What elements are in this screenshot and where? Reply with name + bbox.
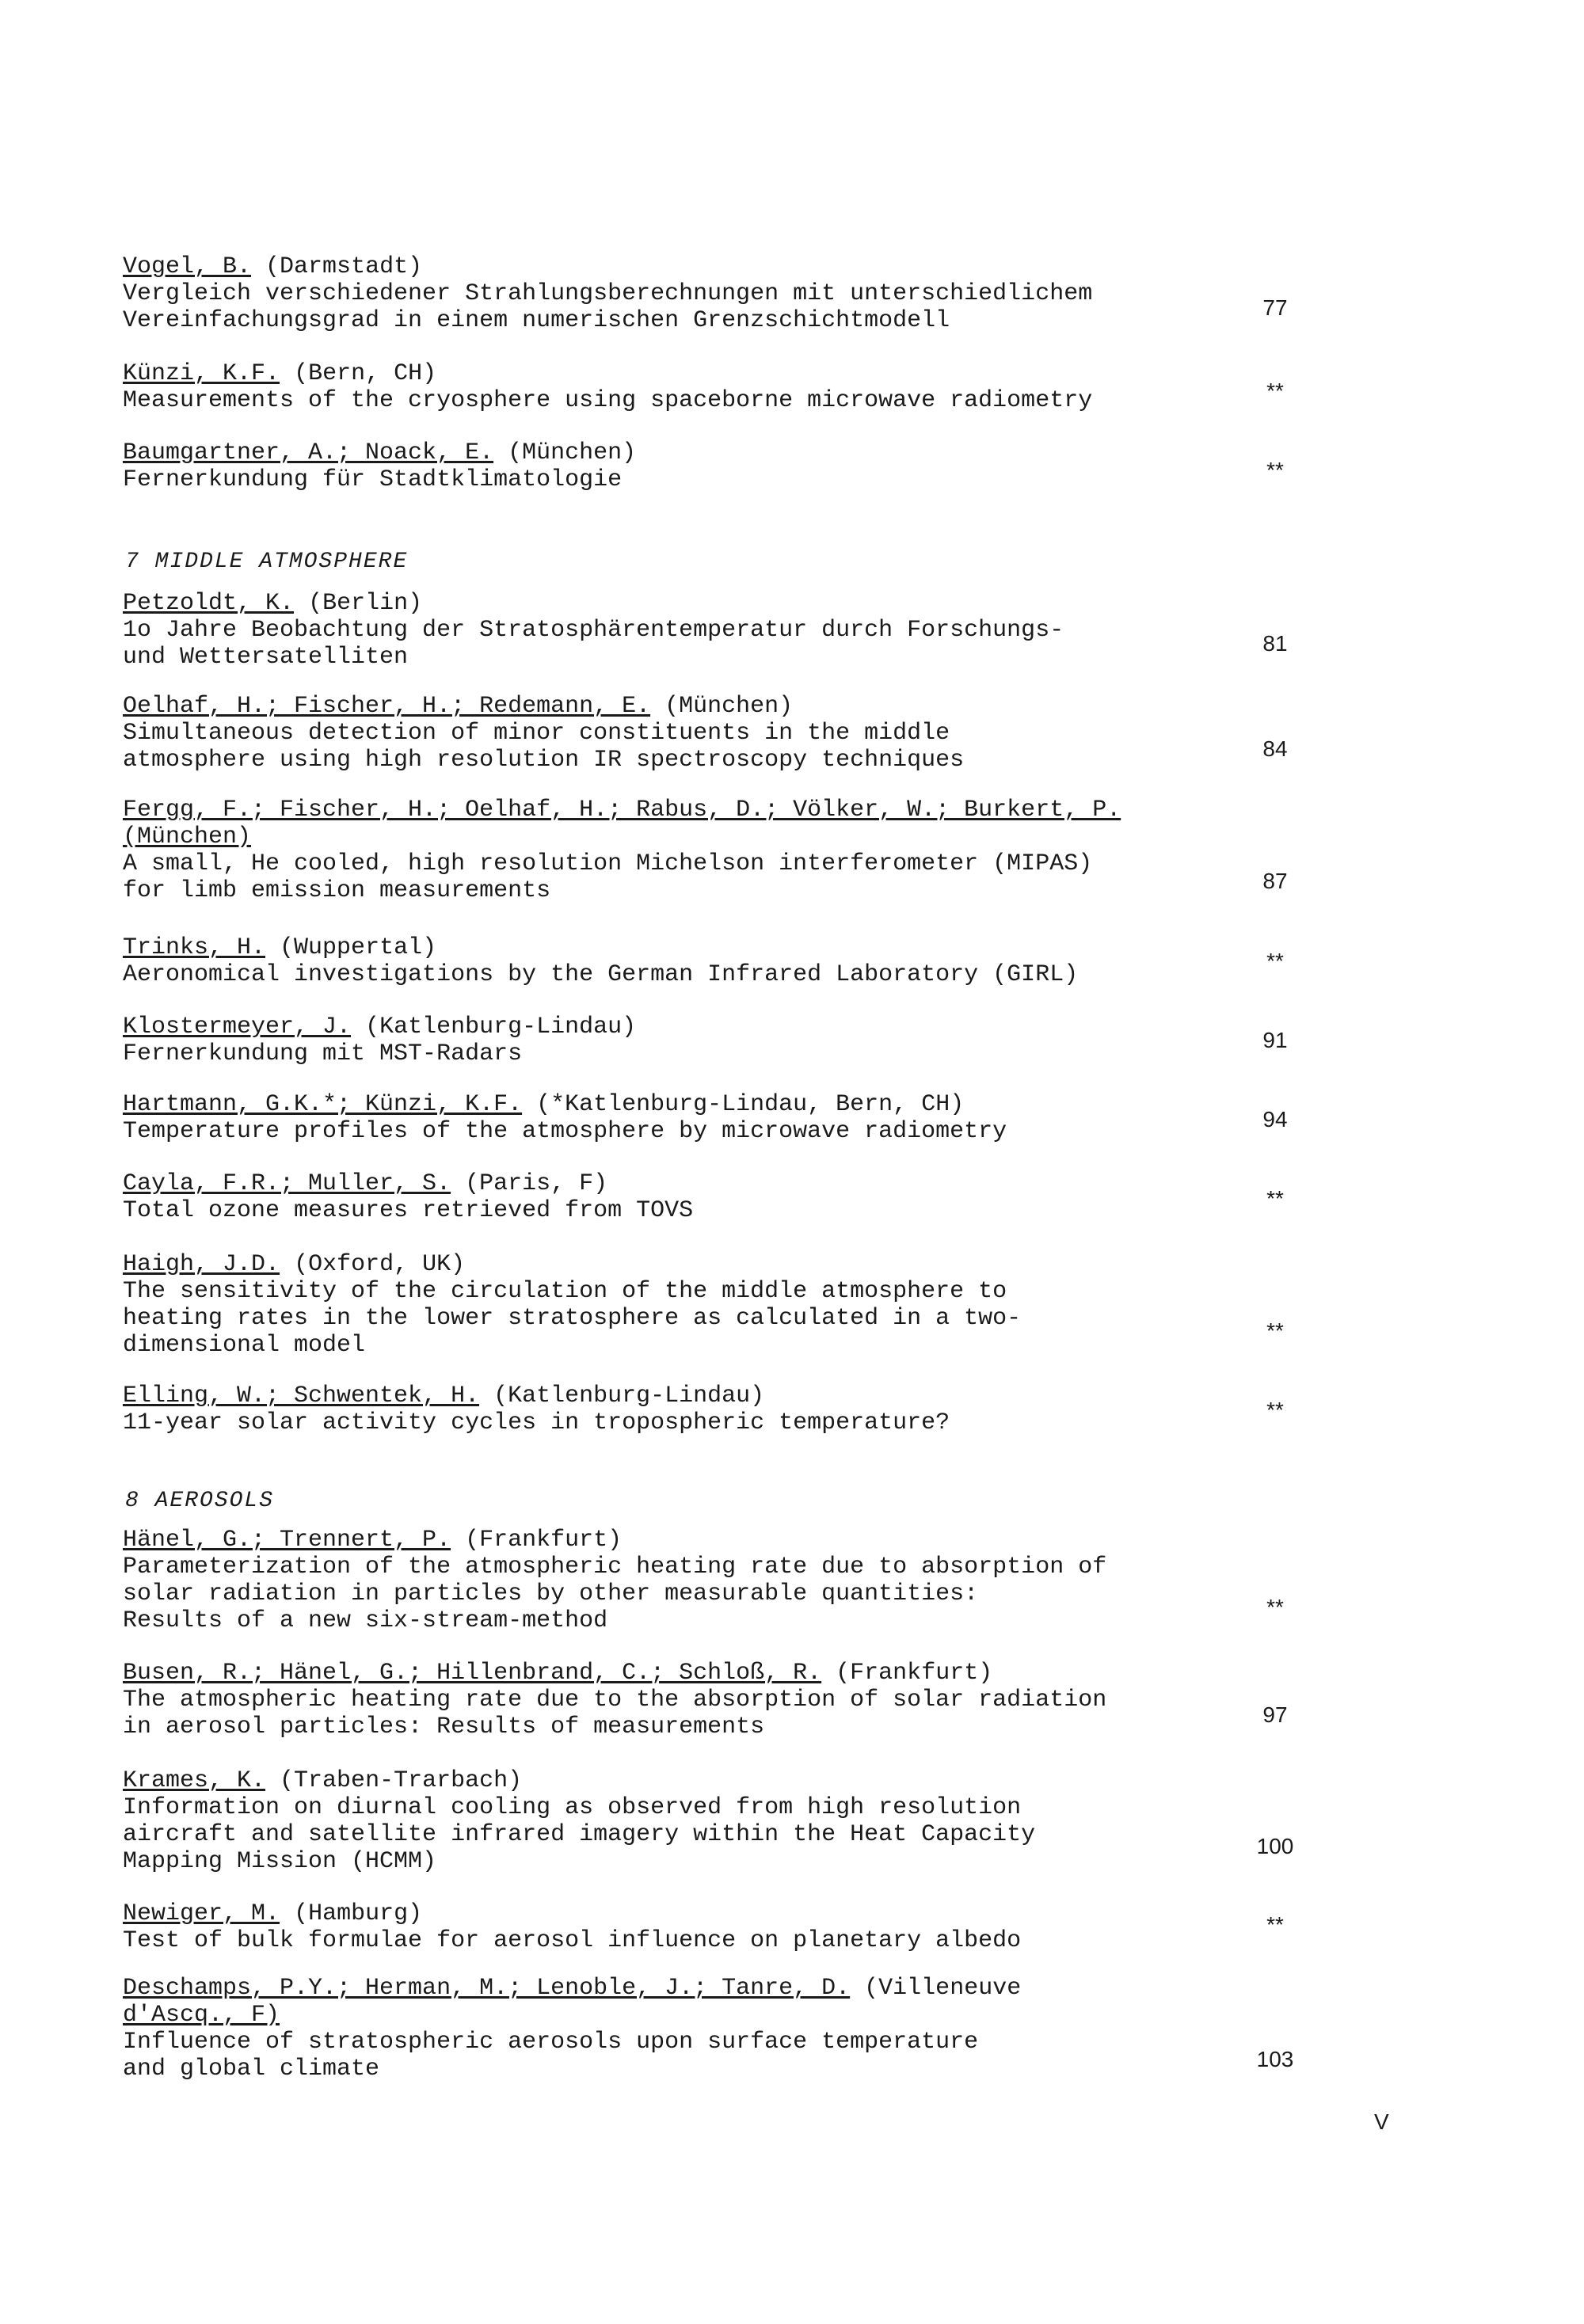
toc-entry xyxy=(123,360,1255,414)
entry-title-line: Vereinfachungsgrad in einem numerischen Grenzschichtmodell xyxy=(123,307,950,334)
entry-page-number: 103 xyxy=(1256,2047,1294,2071)
entry-place-continued: d'Ascq., F) xyxy=(123,2002,280,2029)
entry-page-number: 84 xyxy=(1262,736,1288,761)
entry-place: (Hamburg) xyxy=(294,1900,423,1927)
entry-page-number: ** xyxy=(1266,1186,1284,1211)
entry-title-line: dimensional model xyxy=(123,1332,366,1359)
entry-place: (Wuppertal) xyxy=(280,934,437,961)
entry-authors: Hänel, G.; Trennert, P. xyxy=(123,1527,451,1554)
entry-place: (*Katlenburg-Lindau, Bern, CH) xyxy=(536,1091,965,1118)
entry-authors: Deschamps, P.Y.; Herman, M.; Lenoble, J.; Tanre, D. xyxy=(123,1975,851,2002)
entry-place: (Oxford, UK) xyxy=(294,1251,466,1278)
entry-page-number: ** xyxy=(1266,378,1284,403)
entry-place: (Darmstadt) xyxy=(265,253,423,280)
entry-page-number: 100 xyxy=(1256,1834,1294,1858)
page-number: V xyxy=(1374,2109,1389,2134)
entry-place: (München) xyxy=(508,439,637,466)
entry-title-line: Information on diurnal cooling as observed from high resolution xyxy=(123,1794,1022,1821)
entry-page-number: 97 xyxy=(1262,1702,1288,1727)
entry-page-number: ** xyxy=(1266,949,1284,973)
entry-authors: Fergg, F.; Fischer, H.; Oelhaf, H.; Rabus, D.; Völker, W.; Burkert, P. xyxy=(123,797,1121,823)
entry-title-line: Parameterization of the atmospheric heating rate due to absorption of xyxy=(123,1554,1107,1580)
entry-authors: Vogel, B. xyxy=(123,253,252,280)
toc-entry xyxy=(123,1251,1255,1359)
entry-page-number: ** xyxy=(1266,1318,1284,1343)
entry-title-line: Test of bulk formulae for aerosol influence on planetary albedo xyxy=(123,1927,1022,1954)
entry-page-number: ** xyxy=(1266,458,1284,482)
entry-title-line: solar radiation in particles by other measurable quantities: xyxy=(123,1580,979,1607)
toc-entry xyxy=(123,439,1255,493)
entry-page-number: 94 xyxy=(1262,1107,1288,1132)
entry-title-line: aircraft and satellite infrared imagery within the Heat Capacity xyxy=(123,1821,1036,1848)
entry-title-line: A small, He cooled, high resolution Michelson interferometer (MIPAS) xyxy=(123,850,1093,877)
entry-authors: Trinks, H. xyxy=(123,934,266,961)
entry-page-number: 91 xyxy=(1262,1028,1288,1052)
entry-title-line: Measurements of the cryosphere using spaceborne microwave radiometry xyxy=(123,387,1093,414)
entry-page-number: ** xyxy=(1266,1398,1284,1422)
entry-title-line: Influence of stratospheric aerosols upon surface temperature xyxy=(123,2029,979,2056)
entry-title-line: 1o Jahre Beobachtung der Stratosphärentemperatur durch Forschungs- xyxy=(123,617,1064,644)
toc-entry xyxy=(123,1091,1255,1145)
toc-entry xyxy=(123,797,1255,904)
entry-title-line: Vergleich verschiedener Strahlungsberechnungen mit unterschiedlichem xyxy=(123,280,1093,307)
entry-title-line: Results of a new six-stream-method xyxy=(123,1607,608,1634)
toc-entry xyxy=(123,1767,1255,1875)
entry-title-line: Mapping Mission (HCMM) xyxy=(123,1848,437,1875)
entry-place: (Bern, CH) xyxy=(294,360,437,387)
toc-entry xyxy=(123,693,1255,774)
toc-entry xyxy=(123,1014,1255,1067)
entry-authors: Haigh, J.D. xyxy=(123,1251,280,1278)
entry-authors: Krames, K. xyxy=(123,1767,266,1794)
entry-title-line: in aerosol particles: Results of measurements xyxy=(123,1714,765,1740)
toc-entry xyxy=(123,1170,1255,1224)
entry-authors: Busen, R.; Hänel, G.; Hillenbrand, C.; Schloß, R. xyxy=(123,1660,822,1687)
toc-entry xyxy=(123,1660,1255,1740)
entry-authors: Newiger, M. xyxy=(123,1900,280,1927)
entry-authors: Oelhaf, H.; Fischer, H.; Redemann, E. xyxy=(123,693,651,720)
entry-authors: Elling, W.; Schwentek, H. xyxy=(123,1383,480,1409)
entry-title-line: Temperature profiles of the atmosphere by microwave radiometry xyxy=(123,1118,1007,1145)
toc-entry xyxy=(123,1975,1255,2082)
entry-page-number: 81 xyxy=(1262,631,1288,656)
entry-place: (Katlenburg-Lindau) xyxy=(365,1014,637,1040)
entry-title-line: Fernerkundung mit MST-Radars xyxy=(123,1040,523,1067)
entry-title-line: The sensitivity of the circulation of the middle atmosphere to xyxy=(123,1278,1007,1305)
entry-place: (Frankfurt) xyxy=(465,1527,623,1554)
entry-title-line: Total ozone measures retrieved from TOVS xyxy=(123,1197,694,1224)
toc-entry xyxy=(123,934,1255,988)
entry-title-line: und Wettersatelliten xyxy=(123,644,409,671)
entry-place: (Villeneuve xyxy=(864,1975,1022,2002)
entry-page-number: 87 xyxy=(1262,869,1288,893)
toc-entry xyxy=(123,590,1255,671)
entry-title-line: The atmospheric heating rate due to the absorption of solar radiation xyxy=(123,1687,1107,1714)
entry-page-number: ** xyxy=(1266,1912,1284,1937)
entry-title-line: heating rates in the lower stratosphere as calculated in a two- xyxy=(123,1305,1022,1332)
entry-authors: Hartmann, G.K.*; Künzi, K.F. xyxy=(123,1091,523,1118)
entry-authors: Petzoldt, K. xyxy=(123,590,295,617)
entry-title-line: for limb emission measurements xyxy=(123,877,551,904)
toc-entry xyxy=(123,253,1255,334)
entry-place: (Traben-Trarbach) xyxy=(280,1767,523,1794)
entry-page-number: ** xyxy=(1266,1595,1284,1619)
entry-title-line: 11-year solar activity cycles in tropospheric temperature? xyxy=(123,1409,950,1436)
entry-place: (Katlenburg-Lindau) xyxy=(493,1383,765,1409)
section-heading: 8 AEROSOLS xyxy=(125,1489,275,1513)
entry-page-number: 77 xyxy=(1262,295,1288,320)
entry-title-line: Aeronomical investigations by the German Infrared Laboratory (GIRL) xyxy=(123,961,1079,988)
entry-title-line: and global climate xyxy=(123,2056,380,2082)
entry-authors: Baumgartner, A.; Noack, E. xyxy=(123,439,494,466)
toc-entry xyxy=(123,1383,1255,1436)
section-heading: 7 MIDDLE ATMOSPHERE xyxy=(125,550,409,574)
entry-title-line: atmosphere using high resolution IR spectroscopy techniques xyxy=(123,747,965,774)
toc-entry xyxy=(123,1900,1255,1954)
entry-title-line: Simultaneous detection of minor constituents in the middle xyxy=(123,720,950,747)
entry-place: (Paris, F) xyxy=(465,1170,608,1197)
entry-title-line: Fernerkundung für Stadtklimatologie xyxy=(123,466,623,493)
toc-entry xyxy=(123,1527,1255,1634)
entry-place: (Berlin) xyxy=(308,590,423,617)
entry-place: (München) xyxy=(664,693,794,720)
entry-authors: Cayla, F.R.; Muller, S. xyxy=(123,1170,451,1197)
entry-place: (München) xyxy=(123,823,252,850)
entry-authors: Künzi, K.F. xyxy=(123,360,280,387)
entry-place: (Frankfurt) xyxy=(836,1660,993,1687)
entry-authors: Klostermeyer, J. xyxy=(123,1014,352,1040)
